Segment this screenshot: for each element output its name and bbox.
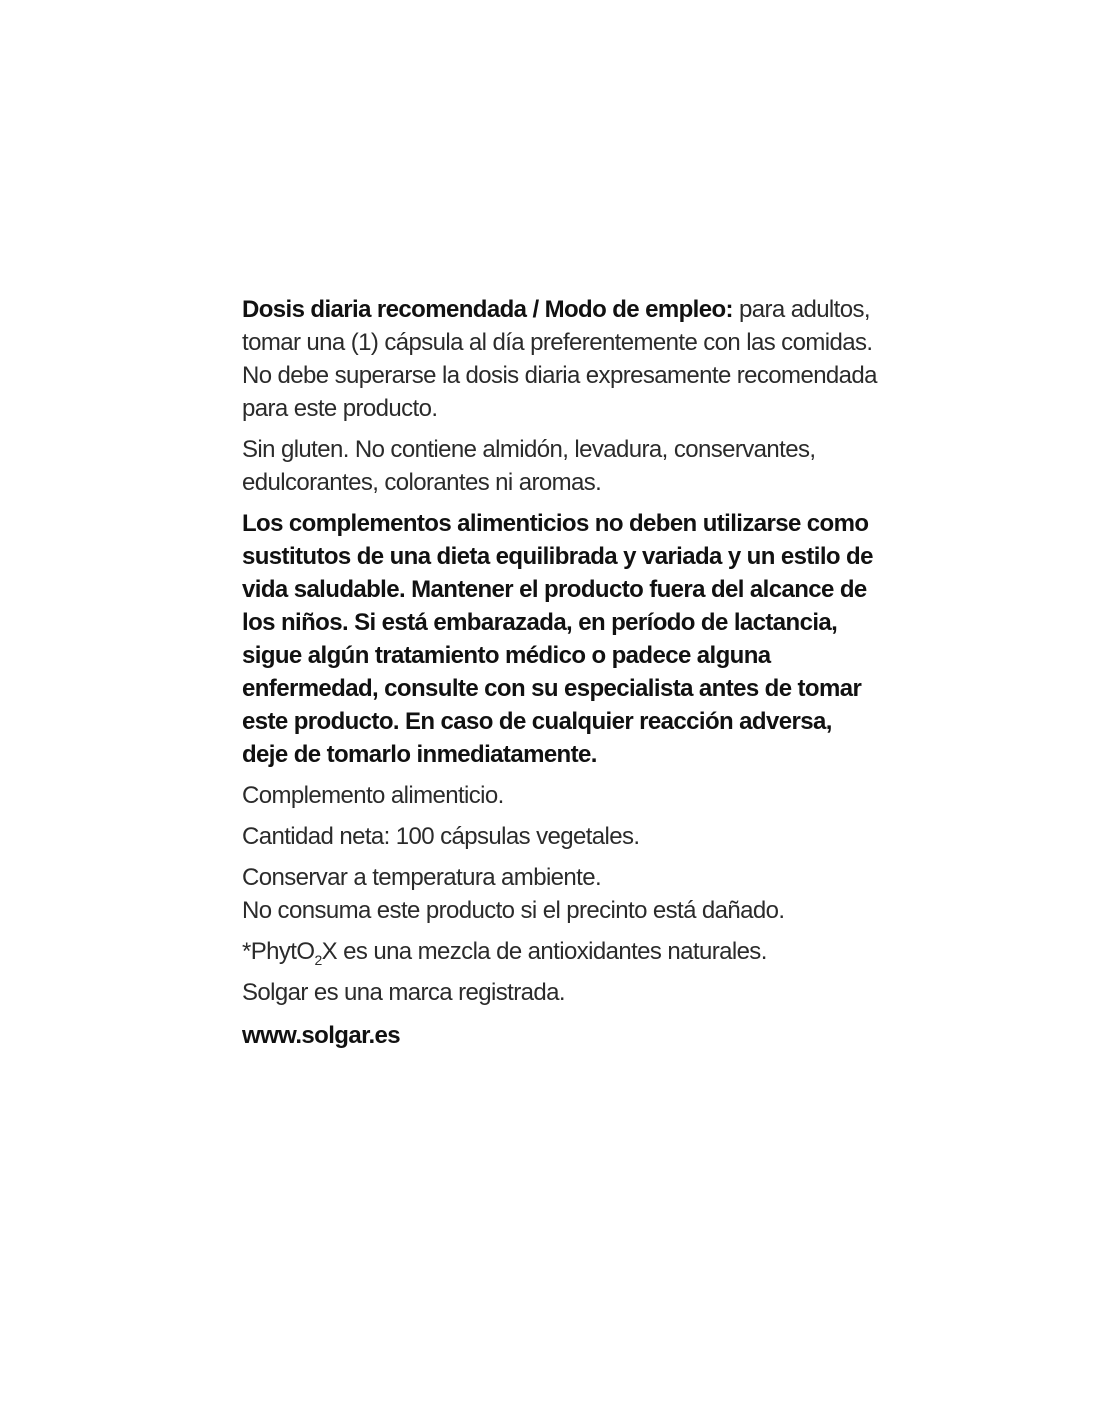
- website-link[interactable]: www.solgar.es: [242, 1022, 401, 1049]
- category-text: Complemento alimenticio.: [242, 782, 504, 809]
- trademark-text: Solgar es una marca registrada.: [242, 979, 565, 1006]
- dosage-paragraph: [242, 293, 882, 425]
- storage-paragraph: [242, 861, 882, 927]
- phyto-suffix: X es una mezcla de antioxidantes naturales.: [321, 938, 767, 965]
- warning-paragraph: Los complementos alimenticios no deben utilizarse como sustitutos de una dieta equilibrada y variada y un estilo de vida saludable. Mantener el producto fuera del alcance de los niños. Si está embarazada, en período de lactancia, sigue algún tratamiento médico o padece alguna enfermedad, consulte con su especialista antes de tomar este producto. En caso de cualquier reacción adversa, deje de tomarlo inmediatamente.: [242, 510, 873, 768]
- storage-line-2: No consuma este producto si el precinto está dañado.: [242, 897, 785, 924]
- phyto-subscript: 2: [314, 952, 322, 968]
- free-from-paragraph: Sin gluten. No contiene almidón, levadura, conservantes, edulcorantes, colorantes ni aromas.: [242, 436, 816, 496]
- dosage-text: para adultos, tomar una (1) cápsula al día preferentemente con las comidas. No debe superarse la dosis diaria expresamente recomendada para este producto.: [242, 296, 877, 422]
- dosage-heading: Dosis diaria recomendada / Modo de empleo:: [242, 296, 733, 323]
- phyto-prefix: *PhytO: [242, 938, 315, 965]
- phyto-note: [242, 935, 882, 968]
- product-label-text: [242, 293, 882, 1060]
- net-quantity-text: Cantidad neta: 100 cápsulas vegetales.: [242, 823, 640, 850]
- storage-line-1: Conservar a temperatura ambiente.: [242, 864, 602, 891]
